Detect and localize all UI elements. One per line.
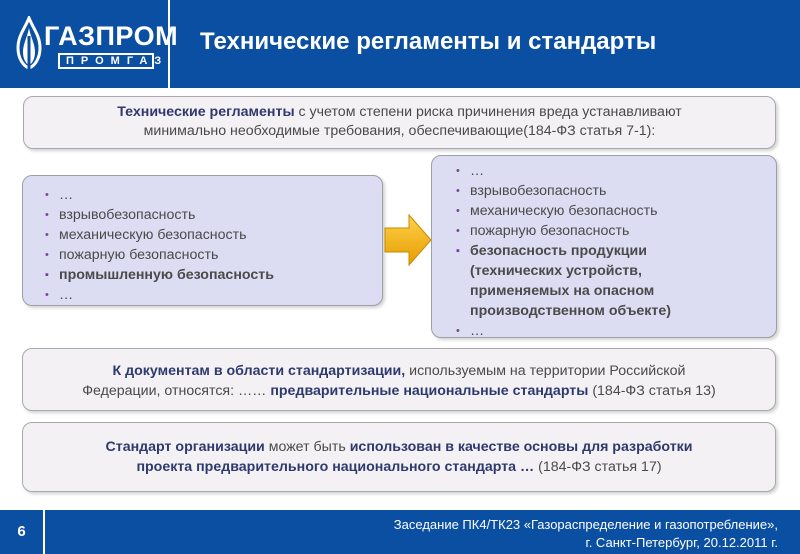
logo-brand-text: ГАЗПРОМ [44, 21, 179, 51]
left-requirements-list [45, 185, 382, 305]
std2-bold1: использован в качестве основы для разработки [349, 439, 693, 455]
highlight-line: применяемых на опасном [470, 283, 655, 299]
intro-box [23, 96, 776, 149]
highlight-text [470, 241, 671, 321]
list-item: • … [456, 161, 776, 181]
std2-line-2 [23, 457, 775, 477]
standards-box [22, 348, 776, 411]
list-item: • механическую безопасность [456, 201, 776, 221]
list-item: • … [45, 285, 382, 305]
std2-line-1 [23, 437, 775, 457]
list-item: • пожарную безопасность [456, 221, 776, 241]
gazprom-promgaz-logo [0, 0, 179, 88]
logo-sub-text: ПРОМГАЗ [58, 53, 154, 69]
footer-place-date: г. Санкт-Петербург, 20.12.2011 г. [585, 535, 778, 550]
footer-bar [0, 510, 800, 554]
intro-lead: Технические регламенты [117, 104, 295, 120]
intro-line-2: минимально необходимые требования, обеспечивающие(184-ФЗ статья 7-1): [143, 123, 656, 139]
std1-line2-start: Федерации, относятся: …… [82, 383, 271, 399]
page-title: Технические регламенты и стандарты [200, 28, 657, 55]
intro-line-1 [24, 103, 775, 122]
std2-bold2: проекта предварительного национального стандарта … [136, 459, 535, 475]
list-item: • взрывобезопасность [45, 205, 382, 225]
right-requirements-list [456, 161, 776, 341]
list-item-highlight: ▪ промышленную безопасность [45, 265, 382, 285]
organization-standard-box [22, 422, 776, 492]
footer-event: Заседание ПК4/ТК23 «Газораспределение и газопотребление», [393, 517, 778, 532]
list-item: • … [45, 185, 382, 205]
std1-bold: предварительные национальные стандарты [270, 383, 589, 399]
highlight-line: производственном объекте) [470, 303, 671, 319]
std2-mid: может быть [264, 439, 350, 455]
list-item: • … [456, 321, 776, 341]
highlight-line: (технических устройств, [470, 263, 642, 279]
std1-rest: используемым на территории Российской [405, 363, 686, 379]
right-requirements-box [431, 155, 777, 338]
page-number: 6 [0, 510, 45, 554]
highlight-line: безопасность продукции [470, 243, 647, 259]
std1-line-2 [23, 381, 775, 401]
std2-lead: Стандарт организации [105, 439, 265, 455]
std1-lead: К документам в области стандартизации, [112, 363, 406, 379]
list-item: • механическую безопасность [45, 225, 382, 245]
std1-ref: (184-ФЗ статья 13) [588, 383, 716, 399]
arrow-right-icon [383, 212, 433, 268]
std1-line-1 [23, 361, 775, 381]
header-bar [0, 0, 800, 88]
gazprom-flame-icon [14, 16, 44, 72]
list-item-highlight [456, 241, 776, 321]
std2-ref: (184-ФЗ статья 17) [534, 459, 662, 475]
intro-line1-rest: с учетом степени риска причинения вреда устанавливают [294, 104, 682, 120]
left-requirements-box [22, 175, 383, 306]
list-item: • взрывобезопасность [456, 181, 776, 201]
list-item: • пожарную безопасность [45, 245, 382, 265]
